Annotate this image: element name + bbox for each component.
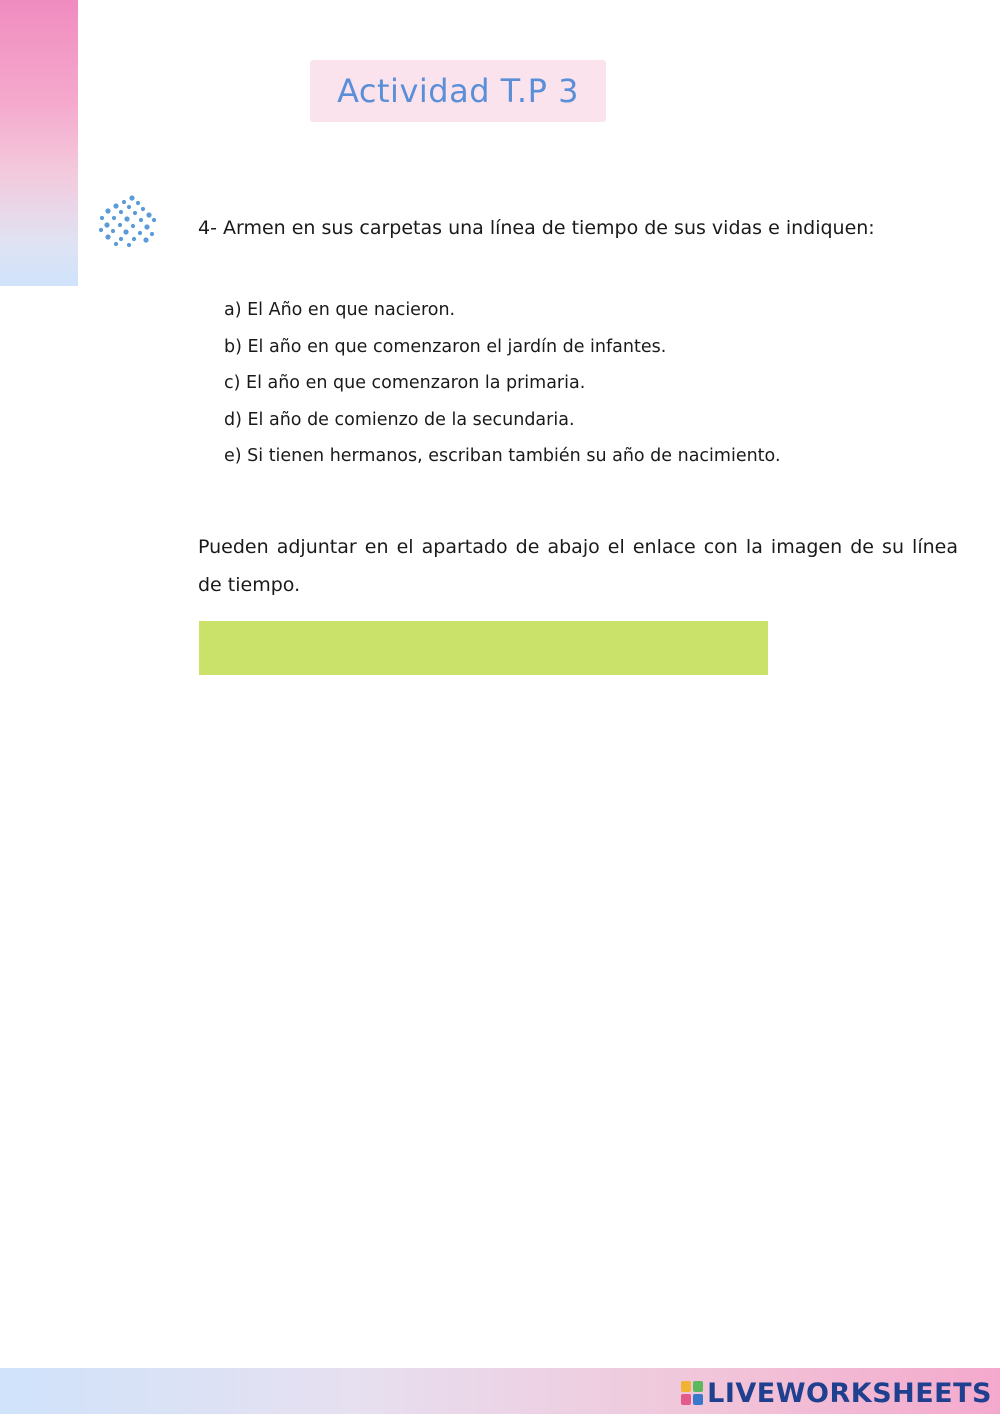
list-item: b) El año en que comenzaron el jardín de infantes. [224, 336, 667, 357]
dot-mark [99, 228, 103, 232]
dot-mark [133, 211, 137, 215]
dot-mark [119, 210, 123, 214]
dot-mark [105, 208, 110, 213]
logo-square [681, 1394, 691, 1405]
list-item: a) El Año en que nacieron. [224, 300, 456, 320]
dot-mark [105, 234, 110, 239]
dot-mark [127, 205, 131, 209]
dot-mark [139, 218, 143, 222]
dot-mark [141, 207, 145, 211]
logo-square [681, 1381, 691, 1392]
liveworksheets-logo-icon [681, 1381, 703, 1405]
dot-mark [129, 195, 134, 200]
dot-mark [112, 216, 116, 220]
question-text: 4- Armen en sus carpetas una línea de tiempo de sus vidas e indiquen: [198, 217, 875, 239]
dot-mark [113, 203, 118, 208]
dots-decoration-icon [98, 194, 160, 248]
dot-mark [136, 201, 140, 205]
dot-mark [118, 223, 122, 227]
dot-mark [111, 229, 115, 233]
dot-mark [132, 237, 136, 241]
instruction-note: Pueden adjuntar en el apartado de abajo el enlace con la imagen de su línea de tiempo. [198, 536, 958, 596]
question-items [224, 294, 781, 477]
dot-mark [104, 222, 109, 227]
dot-mark [122, 200, 126, 204]
dot-mark [138, 231, 142, 235]
brand-logo[interactable] [681, 1376, 992, 1410]
dot-mark [152, 218, 156, 222]
decorative-gradient-strip [0, 0, 78, 286]
list-item: d) El año de comienzo de la secundaria. [224, 409, 575, 430]
logo-square [693, 1394, 703, 1405]
dot-mark [131, 224, 135, 228]
dot-mark [144, 224, 149, 229]
logo-square [693, 1381, 703, 1392]
list-item: e) Si tienen hermanos, escriban también su año de nacimiento. [224, 446, 781, 466]
dot-mark [119, 237, 123, 241]
dot-mark [100, 216, 104, 220]
dot-mark [146, 212, 151, 217]
brand-name: LIVEWORKSHEETS [707, 1377, 992, 1409]
page-title: Actividad T.P 3 [337, 72, 579, 110]
dot-mark [143, 237, 148, 242]
list-item: c) El año en que comenzaron la primaria. [224, 373, 586, 393]
dot-mark [114, 242, 118, 246]
dot-mark [123, 229, 128, 234]
answer-link-input[interactable] [199, 621, 768, 675]
dot-mark [124, 216, 129, 221]
dot-mark [150, 232, 154, 236]
dot-mark [127, 243, 131, 247]
